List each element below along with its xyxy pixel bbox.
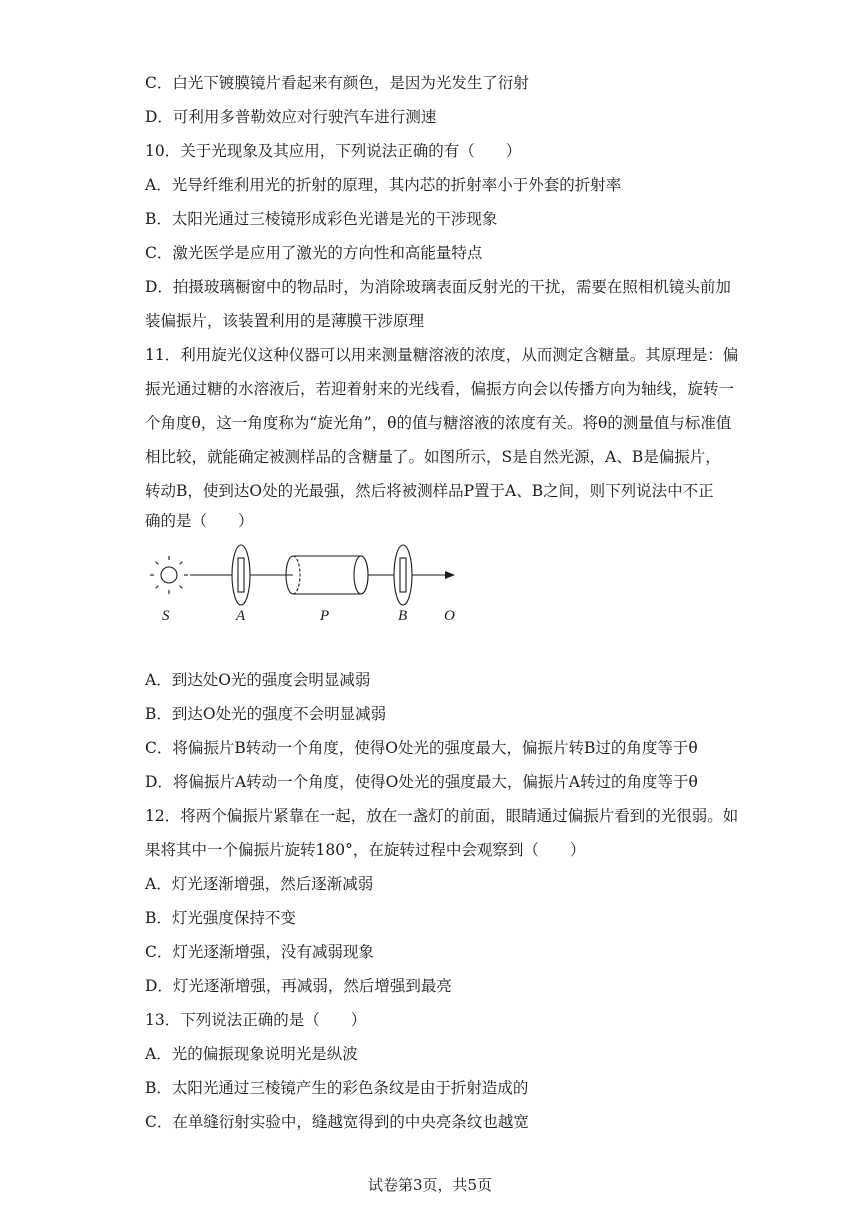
question-11-line3: 个角度θ，这一角度称为“旋光角”，θ的值与糖溶液的浓度有关。将θ的测量值与标准值 xyxy=(145,414,732,432)
label-b: B xyxy=(398,608,408,624)
option-10d-line1: D．拍摄玻璃橱窗中的物品时，为消除玻璃表面反射光的干扰，需要在照相机镜头前加 xyxy=(145,278,731,296)
question-12-line2: 果将其中一个偏振片旋转180°，在旋转过程中会观察到（ ） xyxy=(145,841,586,859)
question-11-line2: 振光通过糖的水溶液后，若迎着射来的光线看，偏振方向会以传播方向为轴线，旋转一 xyxy=(145,380,735,398)
option-11b: B．到达O处光的强度不会明显减弱 xyxy=(145,705,387,723)
option-11d: D．将偏振片A转动一个角度，使得O处光的强度最大，偏振片A转过的角度等于θ xyxy=(145,773,698,791)
option-12c: C．灯光逐渐增强，没有减弱现象 xyxy=(145,943,374,961)
option-13a: A．光的偏振现象说明光是纵波 xyxy=(145,1045,358,1063)
option-13c: C．在单缝衍射实验中，缝越宽得到的中央亮条纹也越宽 xyxy=(145,1113,529,1131)
option-13b: B．太阳光通过三棱镜产生的彩色条纹是由于折射造成的 xyxy=(145,1079,529,1097)
sun-icon xyxy=(150,556,188,594)
page-footer: 试卷第3页，共5页 xyxy=(367,1176,493,1194)
question-11-line1: 11．利用旋光仪这种仪器可以用来测量糖溶液的浓度，从而测定含糖量。其原理是：偏 xyxy=(145,346,739,364)
label-o: O xyxy=(444,608,455,624)
question-12-line1: 12．将两个偏振片紧靠在一起，放在一盏灯的前面，眼睛通过偏振片看到的光很弱。如 xyxy=(145,807,739,825)
label-p: P xyxy=(320,608,330,624)
option-12d: D．灯光逐渐增强，再减弱，然后增强到最亮 xyxy=(145,977,452,995)
sample-tube-p xyxy=(286,556,368,594)
option-11c: C．将偏振片B转动一个角度，使得O处光的强度最大，偏振片转B过的角度等于θ xyxy=(145,739,698,757)
option-9d: D．可利用多普勒效应对行驶汽车进行测速 xyxy=(145,108,437,126)
option-10d-line2: 装偏振片，该装置利用的是薄膜干涉原理 xyxy=(145,312,425,330)
polarimeter-diagram xyxy=(145,540,465,630)
polarizer-a xyxy=(232,545,250,605)
option-10c: C．激光医学是应用了激光的方向性和高能量特点 xyxy=(145,244,483,262)
label-s: S xyxy=(162,608,170,624)
question-11-line4: 相比较，就能确定被测样品的含糖量了。如图所示，S是自然光源，A、B是偏振片， xyxy=(145,448,721,466)
option-11a: A．到达处O光的强度会明显减弱 xyxy=(145,671,371,689)
question-11-line6: 确的是（ ） xyxy=(145,512,254,530)
option-12b: B．灯光强度保持不变 xyxy=(145,909,296,927)
label-a: A xyxy=(236,608,246,624)
question-11-line5: 转动B，使到达O处的光最强，然后将被测样品P置于A、B之间，则下列说法中不正 xyxy=(145,482,714,500)
option-10b: B．太阳光通过三棱镜形成彩色光谱是光的干涉现象 xyxy=(145,210,498,228)
question-10: 10．关于光现象及其应用，下列说法正确的有（ ） xyxy=(145,142,522,160)
question-13: 13．下列说法正确的是（ ） xyxy=(145,1011,367,1029)
polarizer-b xyxy=(394,545,412,605)
option-12a: A．灯光逐渐增强，然后逐渐减弱 xyxy=(145,875,374,893)
option-9c: C．白光下镀膜镜片看起来有颜色，是因为光发生了衍射 xyxy=(145,74,529,92)
option-10a: A．光导纤维利用光的折射的原理，其内芯的折射率小于外套的折射率 xyxy=(145,176,622,194)
